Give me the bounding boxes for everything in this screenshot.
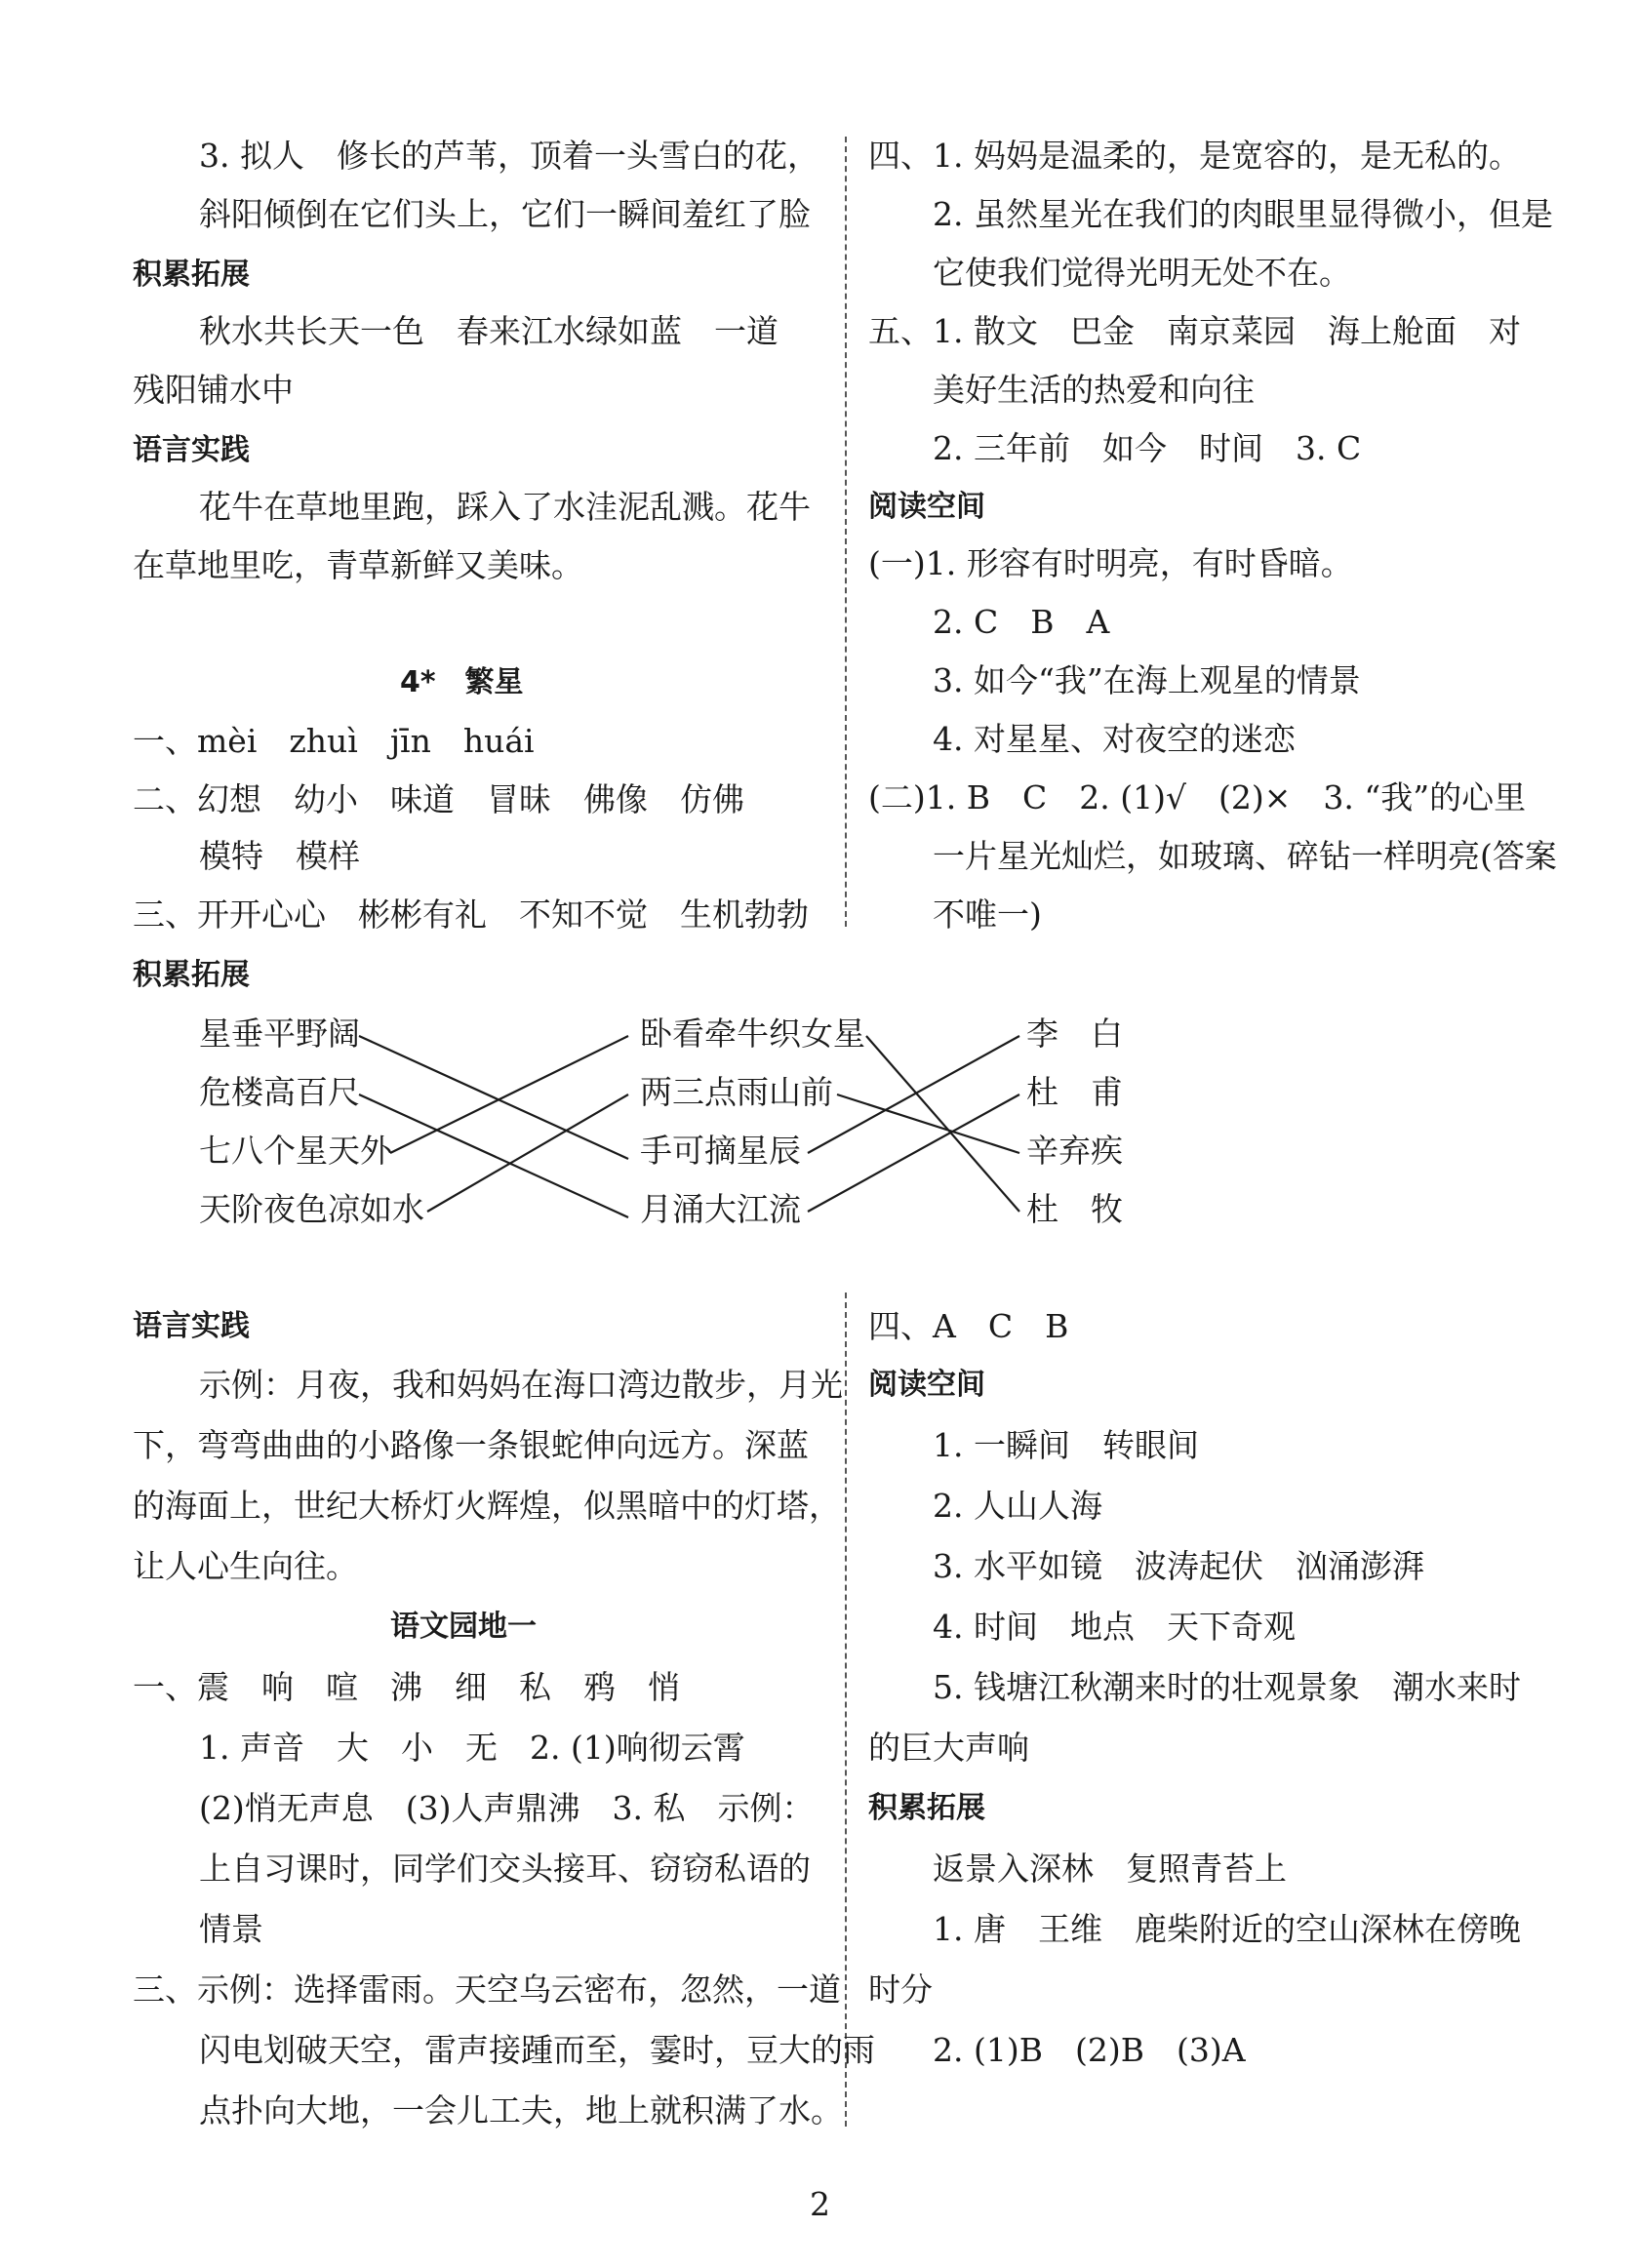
match-left-2: 危楼高百尺 (199, 1073, 360, 1111)
practice-line-1: 花牛在草地里跑，踩入了水洼泥乱溅。花牛 (199, 488, 811, 526)
q2-line-2: 模特 模样 (199, 837, 360, 875)
page-number: 2 (810, 2185, 830, 2223)
br-reading-4: 4. 时间 地点 天下奇观 (933, 1608, 1296, 1646)
match-right-2: 杜 甫 (1026, 1073, 1123, 1111)
section-heading-matching: 积累拓展 (133, 958, 250, 992)
garden-q1: 一、震 响 喧 沸 细 私 鸦 悄 (133, 1668, 680, 1706)
match-line-1 (359, 1036, 628, 1159)
match-mid-2: 两三点雨山前 (640, 1073, 833, 1111)
br-reading-5: 5. 钱塘江秋潮来时的壮观景象 潮水来时 (933, 1668, 1521, 1706)
reading2-line-1: (二)1. B C 2. (1)√ (2)× 3. “我”的心里 (868, 778, 1527, 816)
reading2-line-3: 不唯一) (933, 895, 1042, 934)
br-q4: 四、A C B (868, 1307, 1069, 1345)
q4-line-2: 2. 虽然星光在我们的肉眼里显得微小，但是 (933, 195, 1553, 233)
match-line-3 (390, 1036, 628, 1153)
match-line-2 (359, 1094, 628, 1217)
answer-item-3-cont: 斜阳倾倒在它们头上，它们一瞬间羞红了脸 (199, 195, 811, 233)
example-line-3: 的海面上，世纪大桥灯火辉煌，似黑暗中的灯塔， (133, 1487, 841, 1525)
match-mid-3: 手可摘星辰 (640, 1132, 801, 1170)
match-mid-1: 卧看牵牛织女星 (640, 1015, 865, 1053)
br-reading-3: 3. 水平如镜 波涛起伏 汹涌澎湃 (933, 1547, 1424, 1585)
answer-item-3: 3. 拟人 修长的芦苇，顶着一头雪白的花， (199, 137, 819, 175)
br-p1b: 时分 (868, 1970, 933, 2009)
section-heading-reading: 阅读空间 (868, 490, 985, 524)
garden-q3-3: 点扑向大地，一会儿工夫，地上就积满了水。 (199, 2091, 843, 2129)
section-heading-practice-2: 语言实践 (133, 1309, 250, 1343)
q5-line-1b: 美好生活的热爱和向往 (933, 371, 1255, 409)
example-line-1: 示例：月夜，我和妈妈在海口湾边散步，月光 (199, 1366, 843, 1404)
match-left-4: 天阶夜色凉如水 (199, 1190, 424, 1228)
br-p2: 2. (1)B (2)B (3)A (933, 2031, 1246, 2069)
garden-q1-d: 情景 (199, 1910, 263, 1948)
match-right-1: 李 白 (1026, 1015, 1123, 1053)
match-left-1: 星垂平野阔 (199, 1015, 360, 1053)
match-right-3: 辛弃疾 (1026, 1132, 1123, 1170)
br-poem: 返景入深林 复照青苔上 (933, 1850, 1287, 1888)
example-line-2: 下，弯弯曲曲的小路像一条银蛇伸向远方。深蓝 (133, 1426, 809, 1464)
accum-line-1: 秋水共长天一色 春来江水绿如蓝 一道 (199, 312, 779, 350)
br-p1: 1. 唐 王维 鹿柴附近的空山深林在傍晚 (933, 1910, 1521, 1948)
q2-line-1: 二、幻想 幼小 味道 冒昧 佛像 仿佛 (133, 780, 744, 818)
br-reading-2: 2. 人山人海 (933, 1487, 1102, 1525)
reading1-line-2: 2. C B A (933, 603, 1110, 641)
q5-line-1: 五、1. 散文 巴金 南京菜园 海上舱面 对 (868, 312, 1521, 350)
section-heading-practice: 语言实践 (133, 433, 250, 467)
match-line-8 (808, 1094, 1019, 1212)
q4-line-2b: 它使我们觉得光明无处不在。 (933, 254, 1351, 292)
section-heading-accum: 积累拓展 (133, 258, 250, 292)
accum-line-2: 残阳铺水中 (133, 371, 294, 409)
lesson-title: 4* 繁星 (400, 665, 524, 699)
q3-line: 三、开开心心 彬彬有礼 不知不觉 生机勃勃 (133, 895, 809, 934)
reading2-line-2: 一片星光灿烂，如玻璃、碎钻一样明亮(答案 (933, 837, 1557, 875)
reading1-line-4: 4. 对星星、对夜空的迷恋 (933, 720, 1296, 758)
practice-line-2: 在草地里吃，青草新鲜又美味。 (133, 546, 583, 584)
section-heading-reading-2: 阅读空间 (868, 1368, 985, 1402)
section-heading-accum-2: 积累拓展 (868, 1791, 985, 1825)
match-left-3: 七八个星天外 (199, 1132, 392, 1170)
q5-line-2: 2. 三年前 如今 时间 3. C (933, 429, 1362, 467)
garden-q1-b: (2)悄无声息 (3)人声鼎沸 3. 私 示例： (199, 1789, 815, 1827)
garden-title: 语文园地一 (390, 1610, 537, 1644)
q4-line-1: 四、1. 妈妈是温柔的，是宽容的，是无私的。 (868, 137, 1521, 175)
match-mid-4: 月涌大江流 (640, 1190, 801, 1228)
garden-q3-2: 闪电划破天空，雷声接踵而至，霎时，豆大的雨 (199, 2031, 875, 2069)
match-line-5 (866, 1036, 1019, 1212)
br-reading-5b: 的巨大声响 (868, 1729, 1029, 1767)
match-right-4: 杜 牧 (1026, 1190, 1123, 1228)
garden-q1-c: 上自习课时，同学们交头接耳、窃窃私语的 (199, 1850, 811, 1888)
example-line-4: 让人心生向往。 (133, 1547, 358, 1585)
q1-pinyin: 一、mèi zhuì jīn huái (133, 722, 535, 760)
br-reading-1: 1. 一瞬间 转眼间 (933, 1426, 1199, 1464)
garden-q3-1: 三、示例：选择雷雨。天空乌云密布，忽然，一道 (133, 1970, 841, 2009)
garden-q1-a: 1. 声音 大 小 无 2. (1)响彻云霄 (199, 1729, 745, 1767)
reading1-line-3: 3. 如今“我”在海上观星的情景 (933, 661, 1361, 699)
reading1-line-1: (一)1. 形容有时明亮，有时昏暗。 (868, 544, 1353, 582)
